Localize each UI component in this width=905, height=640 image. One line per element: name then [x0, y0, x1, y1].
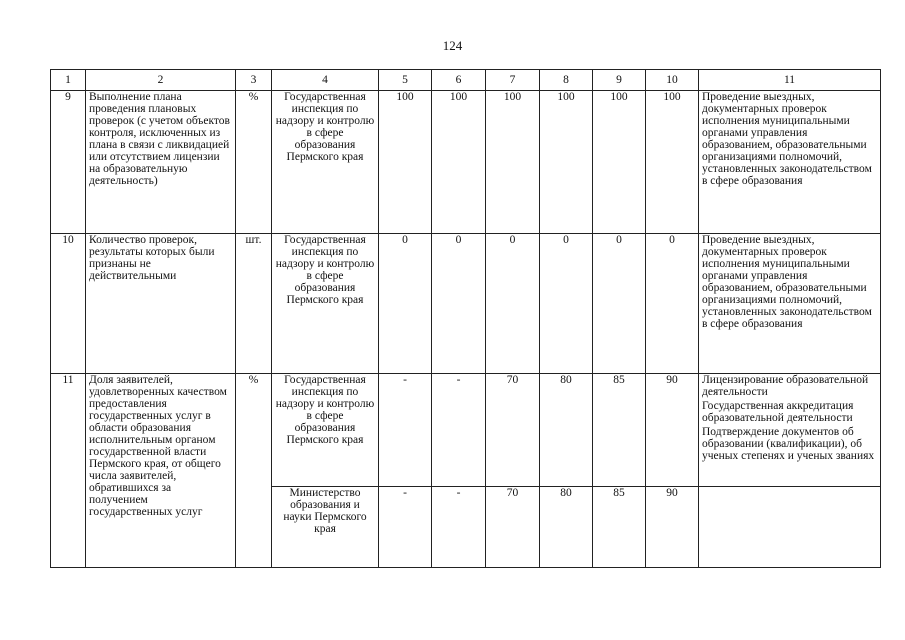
value-cell: 70 [486, 374, 540, 487]
column-header: 10 [646, 70, 699, 91]
column-header: 4 [272, 70, 379, 91]
value-cell: 0 [540, 234, 593, 374]
responsible-org: Государственная инспекция по надзору и контролю в сфере образования Пермского края [272, 374, 379, 487]
column-header: 1 [51, 70, 86, 91]
value-cell: 85 [593, 374, 646, 487]
row-number: 10 [51, 234, 86, 374]
value-cell: - [379, 374, 432, 487]
value-cell: 100 [646, 91, 699, 234]
column-header: 9 [593, 70, 646, 91]
measures-note: Проведение выездных, документарных проверок исполнения муниципальными органами управления образованием, образовательными организациями полномочий, установленных законодательством в сфере образования [699, 234, 881, 374]
page-number: 124 [442, 38, 463, 53]
column-header: 5 [379, 70, 432, 91]
value-cell: - [432, 374, 486, 487]
column-header: 3 [236, 70, 272, 91]
value-cell: 90 [646, 487, 699, 568]
value-cell: 100 [540, 91, 593, 234]
table-row [51, 374, 881, 487]
responsible-org: Министерство образования и науки Пермского края [272, 487, 379, 568]
value-cell: 90 [646, 374, 699, 487]
responsible-org: Государственная инспекция по надзору и контролю в сфере образования Пермского края [272, 234, 379, 374]
value-cell: 100 [432, 91, 486, 234]
value-cell: 0 [486, 234, 540, 374]
value-cell: - [432, 487, 486, 568]
row-number: 9 [51, 91, 86, 234]
value-cell: 100 [593, 91, 646, 234]
column-header: 11 [699, 70, 881, 91]
column-header: 2 [86, 70, 236, 91]
value-cell: 0 [432, 234, 486, 374]
unit-cell: шт. [236, 234, 272, 374]
measure-item: Лицензирование образовательной деятельности [702, 374, 869, 398]
column-header: 7 [486, 70, 540, 91]
indicator-name: Выполнение плана проведения плановых проверок (с учетом объектов контроля, исключенных из плана в связи с ликвидацией или отсутствием лицензии на образовательную деятельность) [86, 91, 236, 234]
value-cell: 85 [593, 487, 646, 568]
value-cell: - [379, 487, 432, 568]
column-header: 6 [432, 70, 486, 91]
measures-note [699, 374, 881, 487]
measure-item: Государственная аккредитация образовательной деятельности [702, 400, 854, 424]
table-header-row [51, 70, 881, 91]
table-row [51, 234, 881, 374]
indicator-name: Доля заявителей, удовлетворенных качеством предоставления государственных услуг в области образования исполнительным органом государственной власти Пермского края, от общего числа заявителей, обратившихся за получением государственных услуг [86, 374, 236, 568]
value-cell: 0 [379, 234, 432, 374]
value-cell: 100 [486, 91, 540, 234]
responsible-org: Государственная инспекция по надзору и контролю в сфере образования Пермского края [272, 91, 379, 234]
table-row [51, 91, 881, 234]
value-cell: 0 [593, 234, 646, 374]
column-header: 8 [540, 70, 593, 91]
measures-note [699, 487, 881, 568]
unit-cell: % [236, 374, 272, 568]
indicator-name: Количество проверок, результаты которых были признаны не действительными [86, 234, 236, 374]
value-cell: 100 [379, 91, 432, 234]
measures-note: Проведение выездных, документарных проверок исполнения муниципальными органами управления образованием, образовательными организациями полномочий, установленных законодательством в сфере образования [699, 91, 881, 234]
row-number: 11 [51, 374, 86, 568]
measure-item: Подтверждение документов об образовании (квалификации), об ученых степенях и ученых званиях [702, 426, 875, 462]
value-cell: 80 [540, 374, 593, 487]
unit-cell: % [236, 91, 272, 234]
indicators-table [50, 69, 881, 568]
value-cell: 80 [540, 487, 593, 568]
value-cell: 0 [646, 234, 699, 374]
value-cell: 70 [486, 487, 540, 568]
